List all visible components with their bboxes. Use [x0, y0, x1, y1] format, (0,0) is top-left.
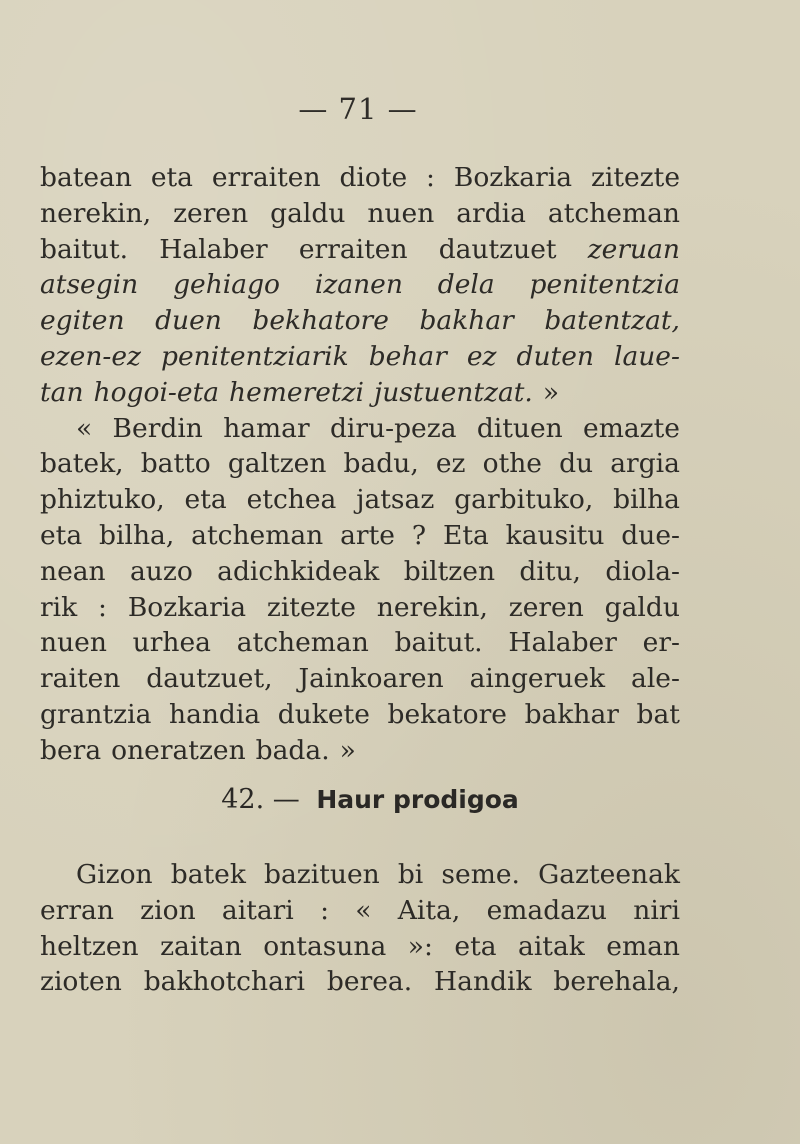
word: eta [184, 484, 227, 516]
word: niri [633, 894, 680, 926]
word: due- [621, 519, 680, 551]
word: emadazu [486, 894, 607, 926]
word: eman [606, 930, 680, 962]
word: adichkideak [217, 555, 380, 587]
word: Berdin [112, 412, 203, 444]
word: nean [40, 555, 106, 587]
word: Bozkaria [453, 162, 573, 193]
word: Gizon [76, 859, 153, 890]
word: zitezte [266, 591, 356, 623]
word: nerekin, [40, 197, 152, 229]
word: Aita, [397, 894, 461, 926]
word: zion [140, 894, 196, 926]
word: : [320, 894, 330, 926]
word: batto [140, 448, 211, 480]
text-line [40, 160, 680, 196]
text-line [40, 375, 680, 411]
word: hemeretzi [229, 376, 365, 408]
word: bazituen [264, 859, 380, 890]
word: raiten [40, 663, 121, 695]
text-line [40, 518, 680, 554]
word: bilha [613, 484, 680, 516]
word: « [76, 412, 93, 444]
word: du [559, 448, 594, 480]
page-number: — 71 — [298, 92, 418, 126]
word: Handik [434, 966, 532, 998]
word: argia [610, 448, 680, 480]
section-title: Haur prodigoa [316, 785, 519, 814]
word: zioten [40, 966, 122, 998]
word: batean [40, 162, 132, 193]
word: bakhar [524, 698, 619, 730]
word: bekatore [387, 698, 507, 730]
word: eta [454, 930, 497, 962]
text-line [40, 196, 680, 232]
text-line [40, 661, 680, 697]
word: » [339, 734, 356, 766]
word: rik [40, 591, 78, 623]
word: baitut. [394, 627, 483, 659]
word: zitezte [590, 162, 680, 193]
word: atcheman [236, 627, 369, 659]
word: atcheman [547, 197, 680, 229]
word: ez [435, 448, 466, 480]
word: aitak [518, 930, 585, 962]
word: penitentzia [529, 269, 680, 301]
word: erraiten [211, 162, 321, 193]
word: aingeruek [469, 663, 606, 695]
word: galdu [604, 591, 680, 623]
word: erraiten [298, 233, 408, 265]
word: tan [40, 376, 84, 408]
text-line [40, 446, 680, 482]
word: arte [340, 519, 395, 551]
word: dela [437, 269, 495, 301]
word: diote [339, 162, 408, 193]
word: batek [170, 859, 246, 890]
word: hamar [223, 412, 310, 444]
word: gehiago [173, 269, 280, 301]
word: penitentziarik [161, 340, 349, 372]
word: badu, [343, 448, 419, 480]
word: bakhar [419, 305, 514, 337]
word: bada. [255, 734, 330, 766]
word: nuen [367, 197, 435, 229]
section-number: 42. — [221, 784, 300, 815]
word: Halaber [159, 233, 268, 265]
word: ez [466, 340, 497, 372]
word: »: [407, 930, 433, 962]
word: duten [516, 340, 594, 372]
body-text-bottom [40, 857, 680, 1000]
word: behar [368, 340, 447, 372]
word: phiztuko, [40, 484, 165, 516]
word: atcheman [191, 519, 324, 551]
word: batentzat, [544, 305, 680, 337]
word: seme. [441, 859, 520, 890]
word: galdu [270, 197, 346, 229]
word: egiten [40, 305, 125, 337]
word: bat [636, 698, 680, 730]
word: emazte [583, 412, 680, 444]
word: bi [397, 859, 424, 890]
word: bera [40, 734, 102, 766]
word: nerekin, [376, 591, 488, 623]
text-line [40, 411, 680, 447]
text-line [40, 482, 680, 518]
word: hogoi-eta [93, 376, 220, 408]
text-line [40, 893, 680, 929]
word: eta [150, 162, 193, 193]
word: bekhatore [252, 305, 389, 337]
text-line [40, 267, 680, 303]
text-line [40, 303, 680, 339]
word: dituen [476, 412, 563, 444]
word: ontasuna [263, 930, 387, 962]
word: Halaber [508, 627, 617, 659]
section-heading [0, 784, 740, 815]
word: : [426, 162, 435, 193]
word: bakhotchari [143, 966, 306, 998]
word: auzo [130, 555, 193, 587]
word: zeren [173, 197, 249, 229]
word: ? [411, 519, 427, 551]
word: biltzen [403, 555, 496, 587]
word: baitut. [40, 233, 129, 265]
word: Bozkaria [127, 591, 247, 623]
word: bilha, [99, 519, 175, 551]
word: dautzuet [438, 233, 557, 265]
text-line [40, 964, 680, 1000]
word: atsegin [40, 269, 139, 301]
word: laue- [613, 340, 680, 372]
word: izanen [314, 269, 403, 301]
text-line [40, 554, 680, 590]
word: jatsaz [356, 484, 435, 516]
word: dautzuet, [146, 663, 273, 695]
word: aitari [221, 894, 294, 926]
word: erran [40, 894, 114, 926]
word: ale- [631, 663, 680, 695]
body-text-top [40, 160, 680, 769]
word: grantzia [40, 698, 152, 730]
word: urhea [132, 627, 211, 659]
text-line [40, 733, 680, 769]
word: othe [482, 448, 542, 480]
word: zaitan [160, 930, 242, 962]
word: : [98, 591, 107, 623]
word: oneratzen [111, 734, 246, 766]
word: « [355, 894, 372, 926]
text-line [40, 857, 680, 893]
word: eta [40, 519, 83, 551]
word: berehala, [553, 966, 680, 998]
text-line [40, 232, 680, 268]
word: diola- [605, 555, 680, 587]
word: kausitu [505, 519, 605, 551]
word: dukete [277, 698, 370, 730]
word: zeruan [587, 233, 680, 265]
word: justuentzat. [374, 376, 533, 408]
word: zeren [508, 591, 584, 623]
word: er- [642, 627, 680, 659]
word: galtzen [227, 448, 327, 480]
text-line [40, 697, 680, 733]
text-line [40, 929, 680, 965]
text-line [40, 339, 680, 375]
word: ardia [456, 197, 526, 229]
text-line [40, 625, 680, 661]
word: ezen-ez [40, 340, 141, 372]
word: handia [169, 698, 261, 730]
word: heltzen [40, 930, 139, 962]
word: Eta [442, 519, 489, 551]
word: Gazteenak [538, 859, 680, 890]
word: ditu, [519, 555, 581, 587]
word: berea. [326, 966, 413, 998]
word: » [542, 376, 560, 408]
word: duen [155, 305, 222, 337]
word: batek, [40, 448, 124, 480]
word: diru-peza [329, 412, 457, 444]
word: nuen [40, 627, 107, 659]
word: garbituko, [454, 484, 594, 516]
text-line [40, 590, 680, 626]
word: etchea [246, 484, 337, 516]
word: Jainkoaren [298, 663, 444, 695]
